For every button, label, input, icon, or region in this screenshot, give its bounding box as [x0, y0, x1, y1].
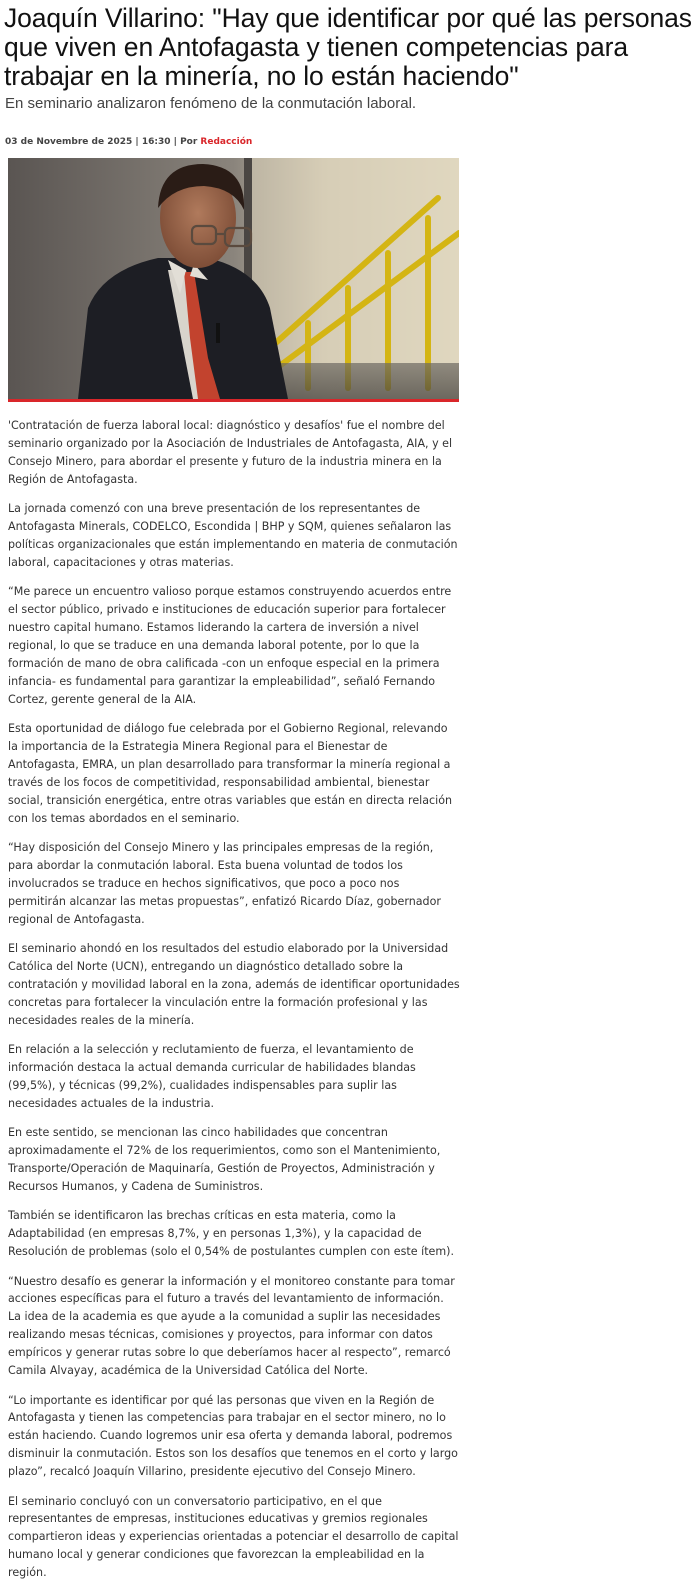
article-paragraph: Esta oportunidad de diálogo fue celebrada por el Gobierno Regional, relevando la importancia de la Estrategia Minera Regional para el Bienestar de Antofagasta, EMRA, un plan desarrollado para transformar la minería regional a través de los focos de competitividad, responsabilidad ambiental, bienestar social, transición energética, entre otras variables que están en directa relación con los temas abordados en el seminario. — [8, 722, 453, 825]
by-label: Por — [180, 137, 198, 147]
article-paragraph: El seminario ahondó en los resultados del estudio elaborado por la Universidad Católica del Norte (UCN), entregando un diagnóstico detallado sobre la contratación y movilidad laboral en la zona, además de identificar oportunidades concretas para fortalecer la vinculación entre la formación profesional y las necesidades reales de la minería. — [8, 942, 460, 1027]
byline-separator: | — [135, 137, 139, 147]
article-paragraph: “Me parece un encuentro valioso porque estamos construyendo acuerdos entre el sector público, privado e instituciones de educación superior para fortalecer nuestro capital humano. Estamos liderando la cartera de inversión a nivel regional, lo que se traduce en una demanda laboral potente, por lo que la formación de mano de obra calificada -con un enfoque especial en la primera infancia- es fundamental para garantizar la empleabilidad”, señaló Fernando Cortez, gerente general de la AIA. — [8, 585, 452, 706]
article-paragraph: “Hay disposición del Consejo Minero y las principales empresas de la región, para abordar la conmutación laboral. Esta buena voluntad de todos los involucrados se traduce en hechos significativos, que poco a poco nos permitirán alcanzar las metas propuestas”, enfatizó Ricardo Díaz, gobernador regional de Antofagasta. — [8, 841, 441, 926]
article-headline: Joaquín Villarino: "Hay que identificar por qué las personas que viven en Antofagasta y tienen competencias para trabajar en la minería, no lo están haciendo" — [4, 3, 692, 91]
article-photo — [8, 158, 459, 402]
article-paragraph: En relación a la selección y reclutamiento de fuerza, el levantamiento de información destaca la actual demanda curricular de habilidades blandas (99,5%), y técnicas (99,2%), cualidades indispensables para suplir las necesidades actuales de la industria. — [8, 1043, 416, 1110]
article-paragraph: “Nuestro desafío es generar la información y el monitoreo constante para tomar acciones específicas para el futuro a través del levantamiento de información. La idea de la academia es que ayude a la comunidad a suplir las necesidades realizando mesas técnicas, comisiones y proyectos, para informar con datos empíricos y generar rutas sobre lo que deberíamos hacer al respecto”, remarcó Camila Alvayay, académica de la Universidad Católica del Norte. — [8, 1274, 455, 1378]
article-paragraph: “Lo importante es identificar por qué las personas que viven en la Región de Antofagasta y tienen las competencias para trabajar en el sector minero, no lo están haciendo. Cuando logremos unir esa oferta y demanda laboral, podremos disminuir la conmutación. Estos son los desafíos que tenemos en el corto y largo plazo”, recalcó Joaquín Villarino, presidente ejecutivo del Consejo Minero. — [8, 1393, 458, 1479]
article-paragraph: También se identificaron las brechas críticas en esta materia, como la Adaptabilidad (en empresas 8,7%, y en personas 1,3%), y la capacidad de Resolución de problemas (solo el 0,54% de postulantes cumplen con este ítem). — [8, 1209, 455, 1259]
article-paragraph: La jornada comenzó con una breve presentación de los representantes de Antofagasta Minerals, CODELCO, Escondida | BHP y SQM, quienes señalaron las políticas organizacionales que están implementando en materia de conmutación laboral, capacitaciones y otras materias. — [8, 502, 458, 569]
author-link[interactable]: Redacción — [200, 137, 253, 147]
article-paragraph: El seminario concluyó con un conversatorio participativo, en el que representantes de empresas, instituciones educativas y gremios regionales compartieron ideas y experiencias orientadas a potenciar el desarrollo de capital humano local y generar condiciones que favorezcan la empleabilidad en la región. — [8, 1494, 459, 1580]
byline-separator: | — [173, 137, 177, 147]
article-body — [8, 417, 460, 1594]
article-paragraph: 'Contratación de fuerza laboral local: diagnóstico y desafíos' fue el nombre del seminario organizado por la Asociación de Industriales de Antofagasta, AIA, y el Consejo Minero, para abordar el presente y futuro de la industria minera en la Región de Antofagasta. — [8, 419, 453, 486]
article-date: 03 de Novembre de 2025 — [5, 137, 133, 147]
article-paragraph: En este sentido, se mencionan las cinco habilidades que concentran aproximadamente el 72% de los requerimientos, como son el Mantenimiento, Transporte/Operación de Maquinaría, Gestión de Proyectos, Administración y Recursos Humanos, y Cadena de Suministros. — [8, 1126, 441, 1193]
article-subtitle: En seminario analizaron fenómeno de la conmutación laboral. — [5, 95, 417, 112]
article-byline — [5, 136, 252, 148]
article-time: 16:30 — [141, 137, 171, 147]
